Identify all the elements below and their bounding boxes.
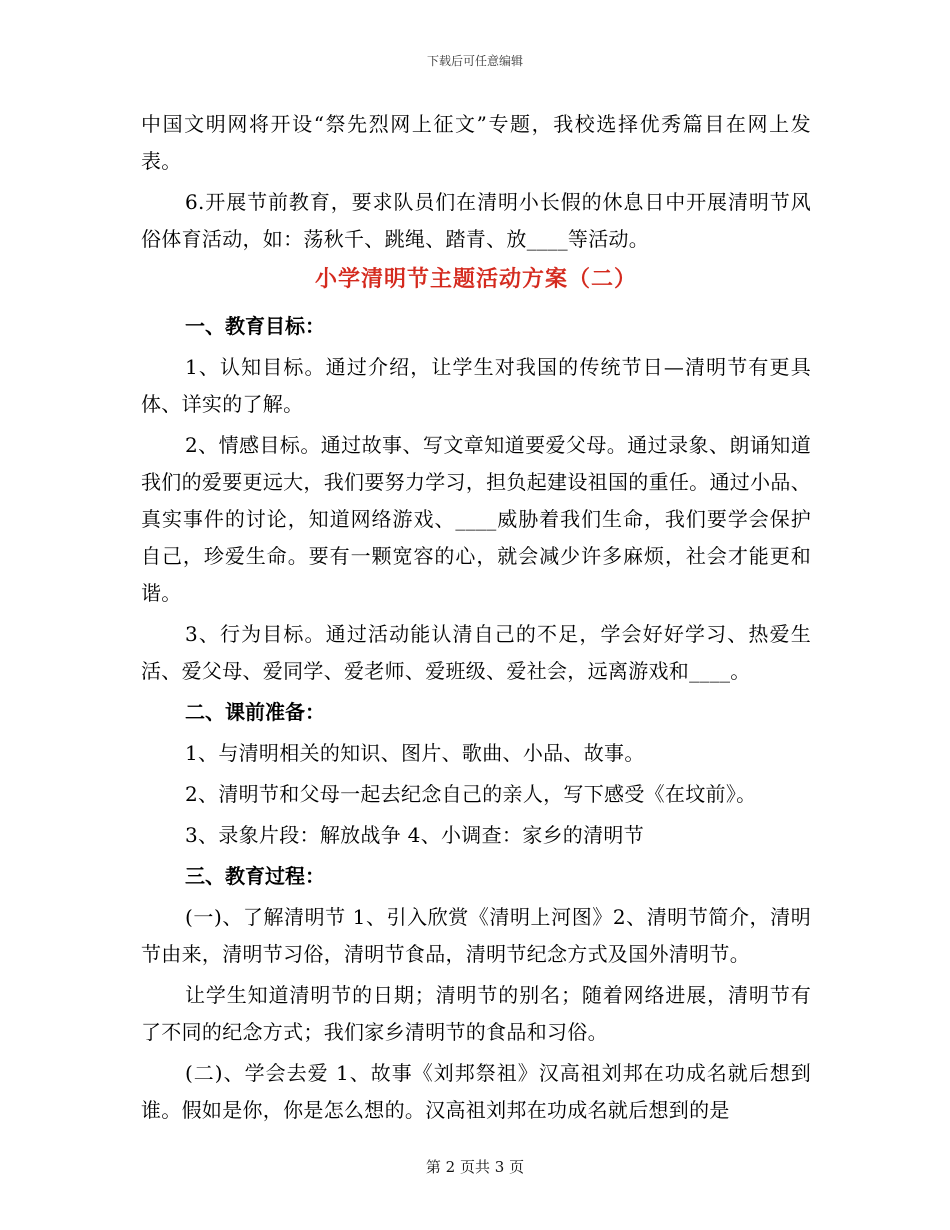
document-title: 小学清明节主题活动方案（二） [314, 267, 637, 292]
page-header: 下载后可任意编辑 [426, 54, 523, 68]
page-footer: 第 2 页共 3 页 [425, 1158, 525, 1176]
section-heading-preparation: 二、课前准备： [185, 700, 325, 724]
paragraph: 3、行为目标。通过活动能认清自己的不足，学会好好学习、热爱生活、爱父母、爱同学、爱老师、爱班级、爱社会，远离游戏和____。 [141, 622, 811, 683]
paragraph: 1、与清明相关的知识、图片、歌曲、小品、故事。 [185, 741, 645, 765]
paragraph: (一)、了解清明节 1、引入欣赏《清明上河图》2、清明节简介，清明节由来，清明节习俗，清明节食品，清明节纪念方式及国外清明节。 [141, 905, 811, 966]
paragraph: (二)、学会去爱 1、故事《刘邦祭祖》汉高祖刘邦在功成名就后想到谁。假如是你，你是怎么想的。汉高祖刘邦在功成名就后想到的是 [141, 1061, 811, 1122]
paragraph: 2、情感目标。通过故事、写文章知道要爱父母。通过录象、朗诵知道我们的爱要更远大，我们要努力学习，担负起建设祖国的重任。通过小品、真实事件的讨论，知道网络游戏、____威胁着我们生命，我们要学会保护自己，珍爱生命。要有一颗宽容的心，就会减少许多麻烦，社会才能更和谐。 [141, 433, 811, 605]
document-body [141, 106, 811, 1133]
paragraph: 3、录象片段：解放战争 4、小调查：家乡的清明节 [185, 823, 645, 847]
paragraph: 中国文明网将开设“祭先烈网上征文”专题，我校选择优秀篇目在网上发表。 [141, 112, 811, 173]
paragraph: 1、认知目标。通过介绍，让学生对我国的传统节日—清明节有更具体、详实的了解。 [141, 355, 811, 416]
paragraph: 2、清明节和父母一起去纪念自己的亲人，写下感受《在坟前》。 [185, 782, 757, 806]
paragraph: 让学生知道清明节的日期；清明节的别名；随着网络进展，清明节有了不同的纪念方式；我们家乡清明节的食品和习俗。 [141, 983, 811, 1044]
section-heading-process: 三、教育过程： [185, 864, 325, 888]
section-heading-goals: 一、教育目标： [185, 314, 325, 338]
paragraph: 6.开展节前教育，要求队员们在清明小长假的休息日中开展清明节风俗体育活动，如：荡秋千、跳绳、踏青、放____等活动。 [141, 190, 811, 251]
